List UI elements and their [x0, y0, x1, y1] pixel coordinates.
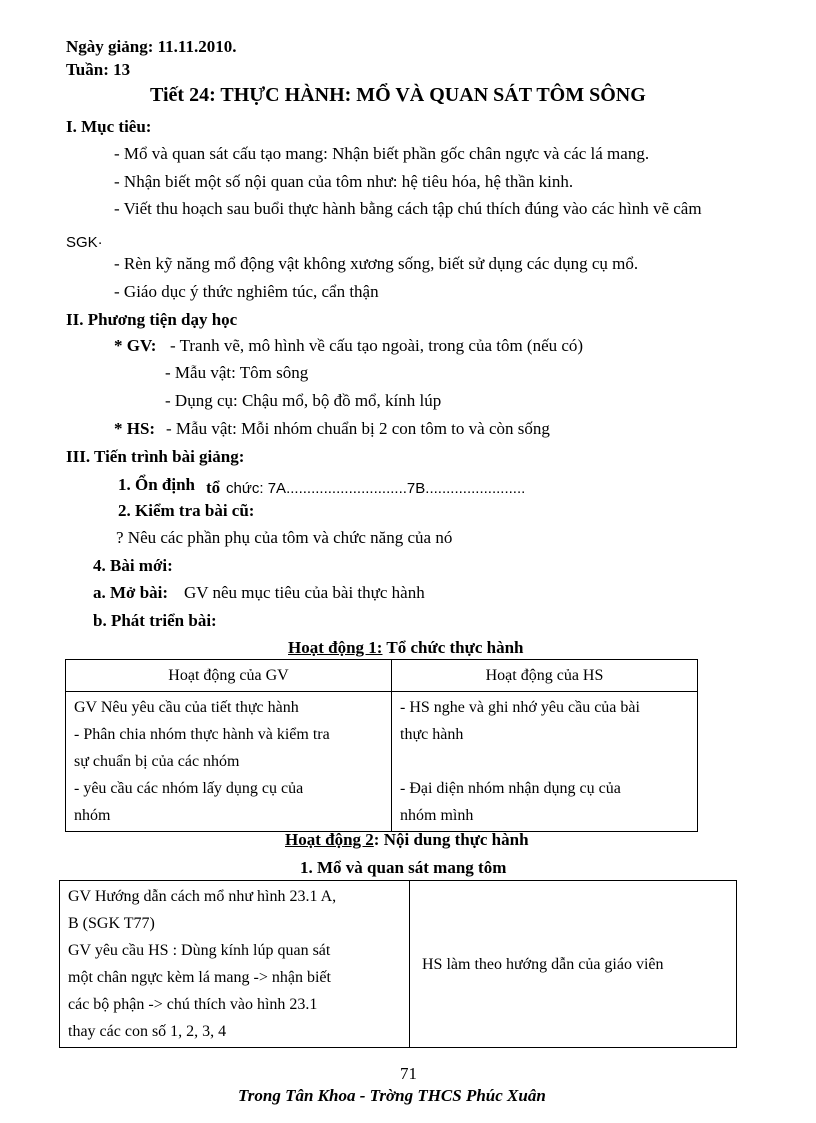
activity2-table: [59, 880, 737, 1048]
hs-activity-cell: HS làm theo hướng dẫn của giáo viên: [410, 881, 737, 1048]
gv-resource-item: - Dụng cụ: Chậu mổ, bộ đồ mổ, kính lúp: [165, 391, 442, 410]
hs-label: * HS:: [114, 419, 156, 438]
cell-line: - HS nghe và ghi nhớ yêu cầu của bài: [400, 699, 640, 716]
development-label: b. Phát triển bài:: [93, 611, 217, 630]
objective-item: - Giáo dục ý thức nghiêm túc, cẩn thận: [114, 282, 379, 301]
teaching-date: Ngày giảng: 11.11.2010.: [66, 37, 237, 56]
objective-item-continued: SGK·: [66, 234, 103, 251]
week-label: Tuần: 13: [66, 60, 131, 79]
activity1-title-rest: Tổ chức thực hành: [382, 638, 524, 657]
page-title: Tiết 24: THỰC HÀNH: MỔ VÀ QUAN SÁT TÔM SÔNG: [150, 84, 646, 106]
section-objectives-heading: I. Mục tiêu:: [66, 117, 152, 136]
opening-label: a. Mở bài:: [93, 583, 169, 602]
activity2-title-underlined: Hoạt động 2: [285, 830, 374, 849]
step1-text: chức: 7A.............................7B........................: [226, 480, 526, 497]
hs-resource-item: - Mẫu vật: Mỗi nhóm chuẩn bị 2 con tôm to và còn sống: [166, 419, 550, 438]
objective-item: - Mổ và quan sát cấu tạo mang: Nhận biết phần gốc chân ngực và các lá mang.: [114, 144, 650, 163]
cell-line: GV yêu cầu HS : Dùng kính lúp quan sát: [68, 942, 331, 959]
cell-line-blank: [400, 748, 689, 775]
activity1-title-underlined: Hoạt động 1:: [288, 638, 383, 657]
cell-line: một chân ngực kèm lá mang -> nhận biết: [68, 969, 331, 986]
objective-item: - Viết thu hoạch sau buổi thực hành bằng cách tập chú thích đúng vào các hình vẽ câm: [114, 199, 702, 218]
section-progress-heading: III. Tiến trình bài giảng:: [66, 447, 245, 466]
activity1-table: [65, 659, 698, 832]
gv-label: * GV:: [114, 336, 157, 355]
table-row: [66, 692, 698, 832]
activity2-subtitle: 1. Mổ và quan sát mang tôm: [300, 858, 507, 877]
table-header-row: [66, 660, 698, 692]
cell-line: thực hành: [400, 726, 464, 743]
activity2-title: [285, 830, 529, 850]
step2-question: ? Nêu các phần phụ của tôm và chức năng của nó: [116, 528, 453, 547]
gv-activity-cell: [60, 881, 410, 1048]
section-resources-heading: II. Phương tiện dạy học: [66, 310, 238, 329]
hs-activity-cell: [392, 692, 698, 832]
column-header-gv: Hoạt động của GV: [66, 660, 392, 692]
footer-author: Trong Tân Khoa - Trờng THCS Phúc Xuân: [238, 1086, 546, 1105]
cell-line: - Đại diện nhóm nhận dụng cụ của: [400, 780, 621, 797]
activity2-title-rest: : Nội dung thực hành: [373, 830, 529, 849]
cell-line: - Phân chia nhóm thực hành và kiểm tra: [74, 726, 330, 743]
activity1-title: [288, 638, 523, 658]
step4-label: 4. Bài mới:: [93, 556, 173, 575]
cell-line: các bộ phận -> chú thích vào hình 23.1: [68, 996, 318, 1013]
step1-word: tổ: [206, 478, 221, 497]
step2-label: 2. Kiểm tra bài cũ:: [118, 501, 255, 520]
cell-line: B (SGK T77): [68, 915, 155, 932]
cell-line: thay các con số 1, 2, 3, 4: [68, 1023, 227, 1040]
cell-line: nhóm: [74, 807, 111, 824]
opening-text: GV nêu mục tiêu của bài thực hành: [184, 583, 425, 602]
objective-item: - Rèn kỹ năng mổ động vật không xương sống, biết sử dụng các dụng cụ mổ.: [114, 254, 639, 273]
gv-activity-cell: [66, 692, 392, 832]
cell-line: GV Hướng dẫn cách mổ như hình 23.1 A,: [68, 888, 337, 905]
objective-item: - Nhận biết một số nội quan của tôm như: hệ tiêu hóa, hệ thần kinh.: [114, 172, 574, 191]
cell-line: nhóm mình: [400, 807, 474, 824]
page-number: 71: [400, 1064, 417, 1083]
table-row: [60, 881, 737, 1048]
column-header-hs: Hoạt động của HS: [392, 660, 698, 692]
gv-resource-item: - Tranh vẽ, mô hình về cấu tạo ngoài, trong của tôm (nếu có): [170, 336, 584, 355]
cell-line: sự chuẩn bị của các nhóm: [74, 753, 240, 770]
gv-resource-item: - Mẫu vật: Tôm sông: [165, 363, 309, 382]
cell-line: GV Nêu yêu cầu của tiết thực hành: [74, 699, 299, 716]
cell-line: - yêu cầu các nhóm lấy dụng cụ của: [74, 780, 304, 797]
step1-label: 1. Ổn định: [118, 475, 196, 494]
